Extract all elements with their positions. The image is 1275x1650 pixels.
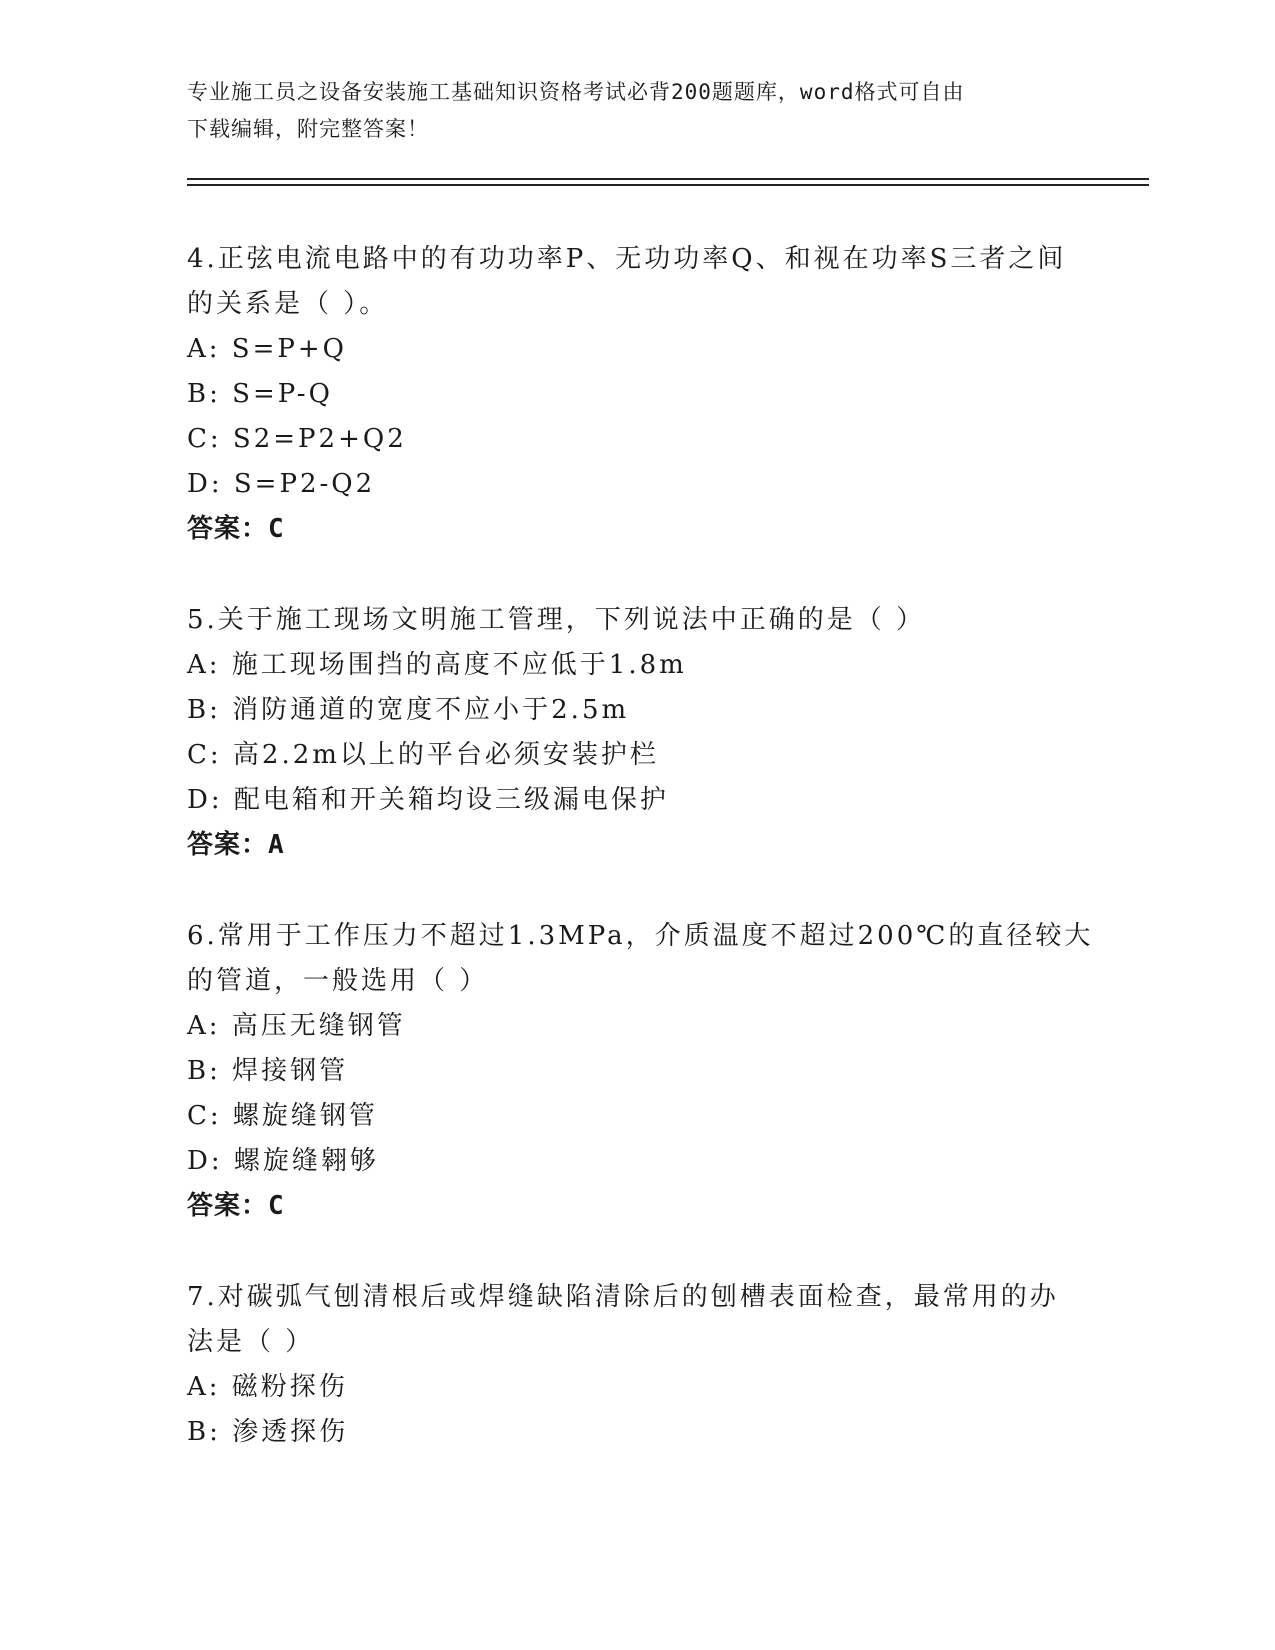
option-d: D: 螺旋缝翱够 (187, 1146, 379, 1176)
question-stem-line: 的关系是（ ）。 (187, 289, 389, 319)
question-7 (187, 1275, 1087, 1455)
answer-label: 答案：C (187, 514, 285, 544)
option-c: C: 高2.2m以上的平台必须安装护栏 (187, 740, 659, 770)
option-a: A: 磁粉探伤 (187, 1372, 348, 1402)
option-d: D: S=P2-Q2 (187, 469, 376, 499)
question-5 (187, 598, 1087, 868)
document-header (187, 74, 1087, 148)
option-d: D: 配电箱和开关箱均设三级漏电保护 (187, 785, 669, 815)
option-a: A: 高压无缝钢管 (187, 1011, 406, 1041)
question-stem-line: 7.对碳弧气刨清根后或焊缝缺陷清除后的刨槽表面检查，最常用的办 (187, 1282, 1059, 1312)
question-stem-line: 4.正弦电流电路中的有功功率P、无功功率Q、和视在功率S三者之间 (187, 244, 1067, 274)
answer-label: 答案：C (187, 1191, 285, 1221)
option-c: C: 螺旋缝钢管 (187, 1101, 378, 1131)
header-line-1: 专业施工员之设备安装施工基础知识资格考试必背200题题库，word格式可自由 (187, 80, 965, 104)
header-divider-top (187, 178, 1149, 180)
header-line-2: 下载编辑，附完整答案！ (187, 117, 429, 141)
option-b: B: 焊接钢管 (187, 1056, 349, 1086)
question-stem-line: 6.常用于工作压力不超过1.3MPa，介质温度不超过200℃的直径较大 (187, 921, 1094, 951)
option-c: C: S2=P2+Q2 (187, 424, 407, 454)
question-4 (187, 237, 1087, 552)
question-stem-line: 法是（ ） (187, 1327, 315, 1357)
option-b: B: S=P-Q (187, 379, 333, 409)
option-b: B: 消防通道的宽度不应小于2.5m (187, 695, 630, 725)
question-6 (187, 914, 1094, 1229)
question-stem-line: 5.关于施工现场文明施工管理，下列说法中正确的是（ ） (187, 605, 926, 635)
option-a: A: S=P+Q (187, 334, 347, 364)
option-a: A: 施工现场围挡的高度不应低于1.8m (187, 650, 687, 680)
question-stem-line: 的管道，一般选用（ ） (187, 966, 489, 996)
question-list (187, 237, 1094, 1501)
option-b: B: 渗透探伤 (187, 1417, 349, 1447)
answer-label: 答案：A (187, 830, 285, 860)
header-divider-bottom (187, 184, 1149, 186)
